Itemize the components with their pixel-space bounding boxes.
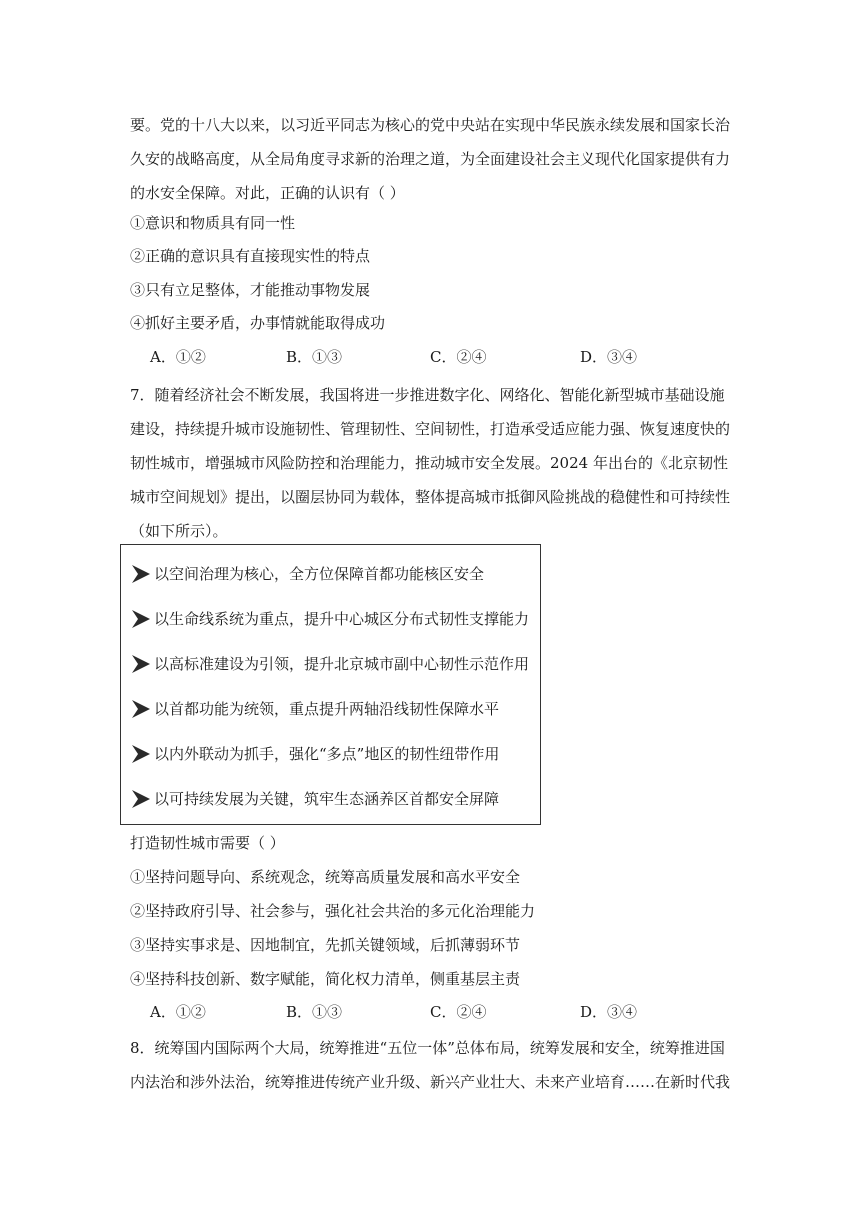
q6-option-b[interactable]: B．①③ bbox=[286, 348, 343, 366]
q7-statement-3: ③坚持实事求是、因地制宜，先抓关键领域，后抓薄弱环节 bbox=[130, 936, 521, 954]
q6-statement-1: ①意识和物质具有同一性 bbox=[130, 214, 296, 232]
q6-statement-4: ④抓好主要矛盾，办事情就能取得成功 bbox=[130, 314, 386, 332]
q6-option-c[interactable]: C．②④ bbox=[430, 348, 487, 366]
q7-stem-line: 城市空间规划》提出，以圈层协同为载体，整体提高城市抵御风险挑战的稳健性和可持续性 bbox=[130, 488, 731, 506]
q7-statement-2: ②坚持政府引导、社会参与，强化社会共治的多元化治理能力 bbox=[130, 902, 536, 920]
box-item-text: 以空间治理为核心，全方位保障首都功能核区安全 bbox=[154, 565, 485, 583]
arrowhead-bullet-icon bbox=[131, 609, 151, 629]
q7-stem-line: （如下所示）。 bbox=[130, 522, 228, 540]
q7-statement-1: ①坚持问题导向、系统观念，统筹高质量发展和高水平安全 bbox=[130, 868, 521, 886]
q7-option-c[interactable]: C．②④ bbox=[430, 1003, 487, 1021]
q6-stem-line: 久安的战略高度，从全局角度寻求新的治理之道，为全面建设社会主义现代化国家提供有力 bbox=[130, 150, 731, 168]
box-item bbox=[131, 786, 499, 810]
resilience-plan-box bbox=[120, 544, 541, 825]
q8-stem-line: 内法治和涉外法治，统筹推进传统产业升级、新兴产业壮大、未来产业培育……在新时代我 bbox=[130, 1073, 731, 1091]
q7-option-a[interactable]: A．①② bbox=[150, 1003, 206, 1021]
q7-option-b[interactable]: B．①③ bbox=[286, 1003, 343, 1021]
arrowhead-bullet-icon bbox=[131, 789, 151, 809]
q7-question: 打造韧性城市需要（ ） bbox=[130, 834, 285, 852]
q7-statement-4: ④坚持科技创新、数字赋能，简化权力清单，侧重基层主责 bbox=[130, 970, 521, 988]
q6-statement-2: ②正确的意识具有直接现实性的特点 bbox=[130, 247, 371, 265]
box-item-text: 以内外联动为抓手，强化“多点”地区的韧性纽带作用 bbox=[154, 745, 500, 763]
box-item bbox=[131, 606, 529, 630]
q7-stem-line: 建设，持续提升城市设施韧性、管理韧性、空间韧性，打造承受适应能力强、恢复速度快的 bbox=[130, 420, 731, 438]
q7-option-d[interactable]: D．③④ bbox=[580, 1003, 638, 1021]
q7-stem bbox=[130, 378, 730, 548]
box-item bbox=[131, 741, 499, 765]
arrowhead-bullet-icon bbox=[131, 699, 151, 719]
box-item-text: 以高标准建设为引领，提升北京城市副中心韧性示范作用 bbox=[154, 655, 530, 673]
q6-stem-line: 的水安全保障。对此，正确的认识有（ ） bbox=[130, 184, 405, 202]
q6-stem-line: 要。党的十八大以来，以习近平同志为核心的党中央站在实现中华民族永续发展和国家长治 bbox=[130, 116, 731, 134]
q7-stem-line: 韧性城市，增强城市风险防控和治理能力，推动城市安全发展。2024 年出台的《北京韧性 bbox=[130, 454, 728, 472]
arrowhead-bullet-icon bbox=[131, 564, 151, 584]
box-item-text: 以首都功能为统领，重点提升两轴沿线韧性保障水平 bbox=[154, 700, 500, 718]
q6-option-a[interactable]: A．①② bbox=[150, 348, 206, 366]
arrowhead-bullet-icon bbox=[131, 744, 151, 764]
q6-stem bbox=[130, 108, 730, 210]
box-item-text: 以生命线系统为重点，提升中心城区分布式韧性支撑能力 bbox=[154, 610, 530, 628]
box-item-text: 以可持续发展为关键，筑牢生态涵养区首都安全屏障 bbox=[154, 790, 500, 808]
box-item bbox=[131, 651, 529, 675]
q7-stem-line: 7．随着经济社会不断发展，我国将进一步推进数字化、网络化、智能化新型城市基础设施 bbox=[130, 386, 725, 404]
q6-statement-3: ③只有立足整体，才能推动事物发展 bbox=[130, 281, 371, 299]
box-item bbox=[131, 696, 499, 720]
q8-stem bbox=[130, 1031, 730, 1099]
arrowhead-bullet-icon bbox=[131, 654, 151, 674]
q6-option-d[interactable]: D．③④ bbox=[580, 348, 638, 366]
box-item bbox=[131, 561, 484, 585]
q8-stem-line: 8．统筹国内国际两个大局，统筹推进“五位一体”总体布局，统筹发展和安全，统筹推进国 bbox=[130, 1039, 725, 1057]
